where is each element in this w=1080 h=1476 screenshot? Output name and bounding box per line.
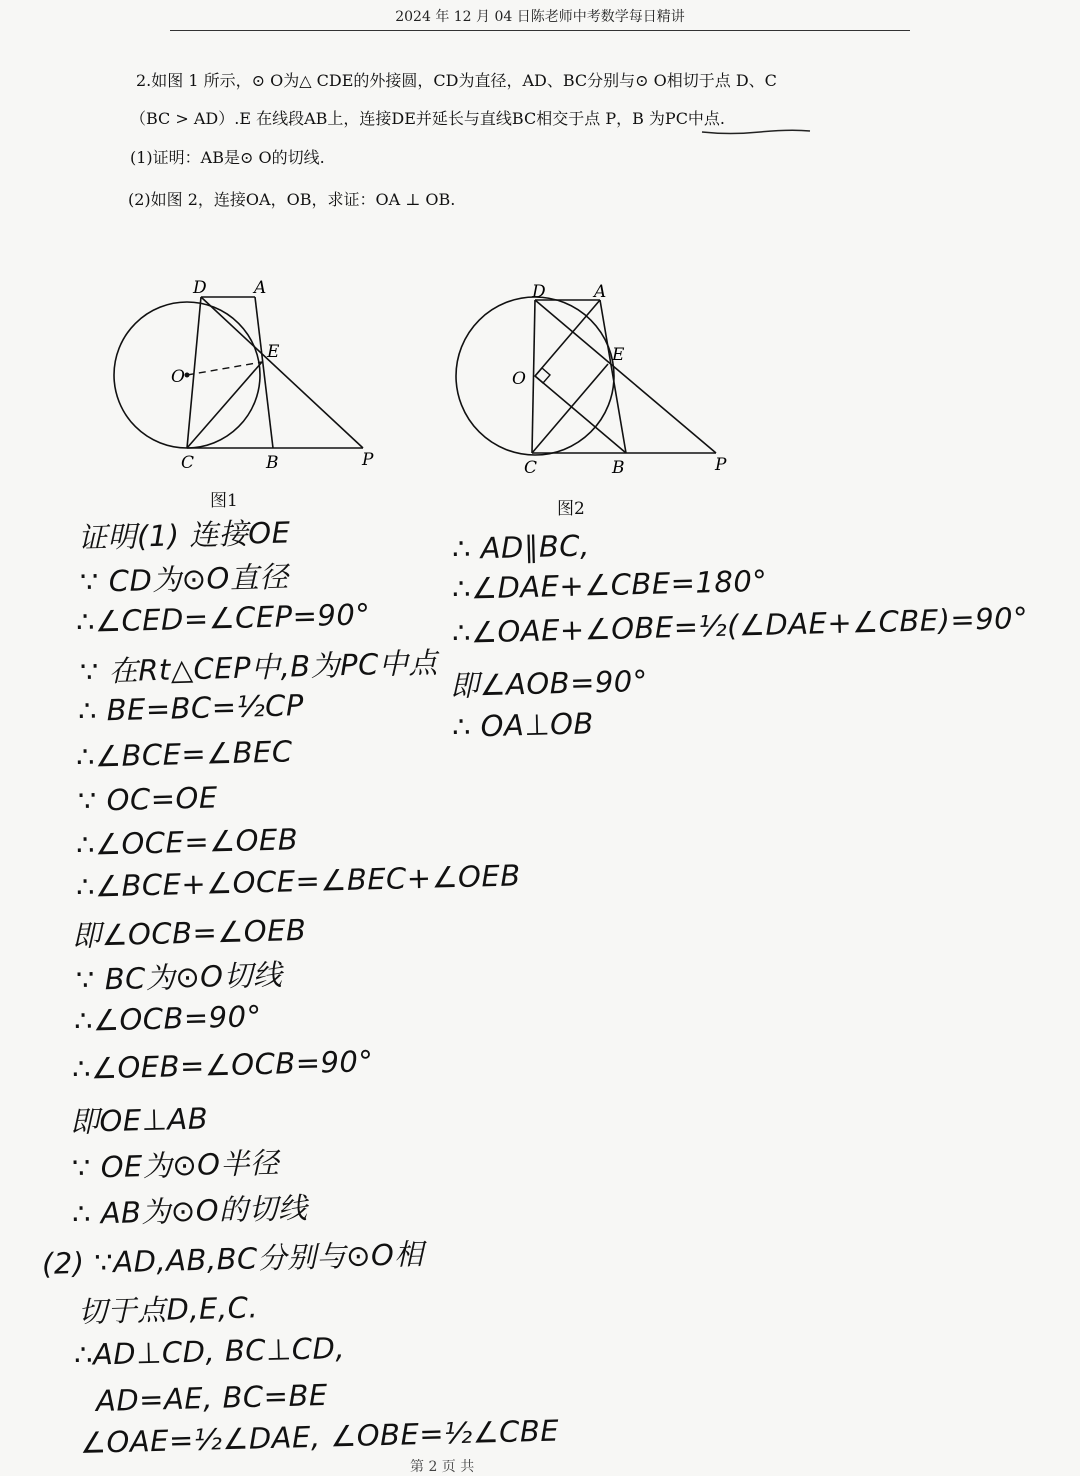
handwritten-underline [700, 128, 812, 136]
fig2-label-o: O [512, 369, 526, 389]
solution-line: ∴AD⊥CD, BC⊥CD, [73, 1330, 346, 1372]
solution-line: ∴ BE=BC=½CP [77, 688, 305, 728]
solution-line: 即∠OCB=∠OEB [71, 912, 307, 953]
page-header: 2024 年 12 月 04 日陈老师中考数学每日精讲 [395, 9, 685, 25]
fig1-label-b: B [266, 453, 279, 473]
figure-2-diagram [440, 278, 750, 483]
solution-right-line: ∴∠OAE+∠OBE=½(∠DAE+∠CBE)=90° [451, 600, 1029, 650]
fig1-label-p: P [362, 450, 374, 470]
fig2-segment-ce [532, 364, 608, 453]
fig2-label-a: A [594, 282, 607, 302]
fig2-right-angle-mark [535, 368, 550, 383]
fig2-label-e: E [612, 345, 625, 365]
problem-line-1: 2.如图 1 所示，⊙ O为△ CDE的外接圆，CD为直径，AD、BC分别与⊙ O相切于点 D、C [136, 71, 777, 90]
solution-line: ∴∠OCE=∠OEB [75, 822, 299, 862]
figure-1-caption: 图1 [210, 491, 238, 511]
fig1-label-e: E [267, 342, 280, 362]
solution-line: ∴∠OEB=∠OCB=90° [71, 1044, 374, 1086]
solution-line: 证明(1) 连接OE [77, 515, 291, 555]
fig1-label-o: O [171, 367, 185, 387]
solution-line: AD=AE, BC=BE [95, 1377, 329, 1418]
solution-line: ∵ 在Rt△CEP中,B为PC中点 [79, 645, 439, 689]
page-footer: 第 2 页 共 [410, 1459, 475, 1475]
fig2-segment-oa [535, 300, 600, 376]
solution-line: ∵ OE为⊙O半径 [71, 1145, 280, 1185]
solution-line: ∵ OC=OE [77, 780, 219, 818]
problem-line-2: （BC > AD）.E 在线段AB上，连接DE并延长与直线BC相交于点 P，B 为PC中点. [130, 109, 726, 128]
solution-line: ∴∠CED=∠CEP=90° [75, 597, 371, 639]
problem-part-2: (2)如图 2，连接OA，OB，求证：OA ⊥ OB. [128, 190, 456, 209]
fig1-segment-ce [187, 362, 262, 448]
fig1-segment-ab [255, 297, 273, 448]
solution-line: 切于点D,E,C. [77, 1290, 259, 1329]
fig1-label-a: A [254, 278, 267, 298]
fig1-label-c: C [181, 453, 195, 473]
solution-line: ∴∠BCE+∠OCE=∠BEC+∠OEB [75, 858, 522, 904]
solution-line: 即OE⊥AB [69, 1101, 209, 1139]
fig2-label-p: P [715, 455, 727, 475]
solution-line: ∴∠OCB=90° [73, 999, 263, 1038]
solution-line: ∴∠BCE=∠BEC [75, 734, 294, 774]
solution-line: ∵ CD为⊙O直径 [79, 559, 290, 599]
figure-2-caption: 图2 [557, 499, 585, 519]
fig2-label-c: C [524, 458, 538, 478]
solution-line: ∠OAE=½∠DAE, ∠OBE=½∠CBE [79, 1413, 560, 1460]
header-rule [170, 30, 910, 31]
fig2-segment-dp [535, 300, 716, 453]
problem-part-1: (1)证明：AB是⊙ O的切线. [130, 148, 325, 167]
fig1-label-d: D [193, 278, 207, 298]
fig2-label-d: D [532, 282, 546, 302]
figure-1-diagram [105, 275, 395, 480]
solution-right-line: ∴∠DAE+∠CBE=180° [451, 563, 768, 606]
fig2-segment-ab [600, 300, 626, 453]
fig1-dashed-oe [187, 362, 262, 375]
fig1-segment-dp [201, 297, 363, 448]
solution-line: ∵ BC为⊙O切线 [75, 957, 283, 997]
solution-right-line: 即∠AOB=90° [449, 663, 649, 703]
solution-right-line: ∴ AD∥BC, [451, 528, 591, 566]
solution-line: ∴ AB为⊙O的切线 [71, 1190, 308, 1231]
solution-line: (2) ∵AD,AB,BC分别与⊙O相 [41, 1237, 425, 1281]
solution-right-line: ∴ OA⊥OB [451, 706, 595, 744]
fig2-label-b: B [612, 458, 625, 478]
